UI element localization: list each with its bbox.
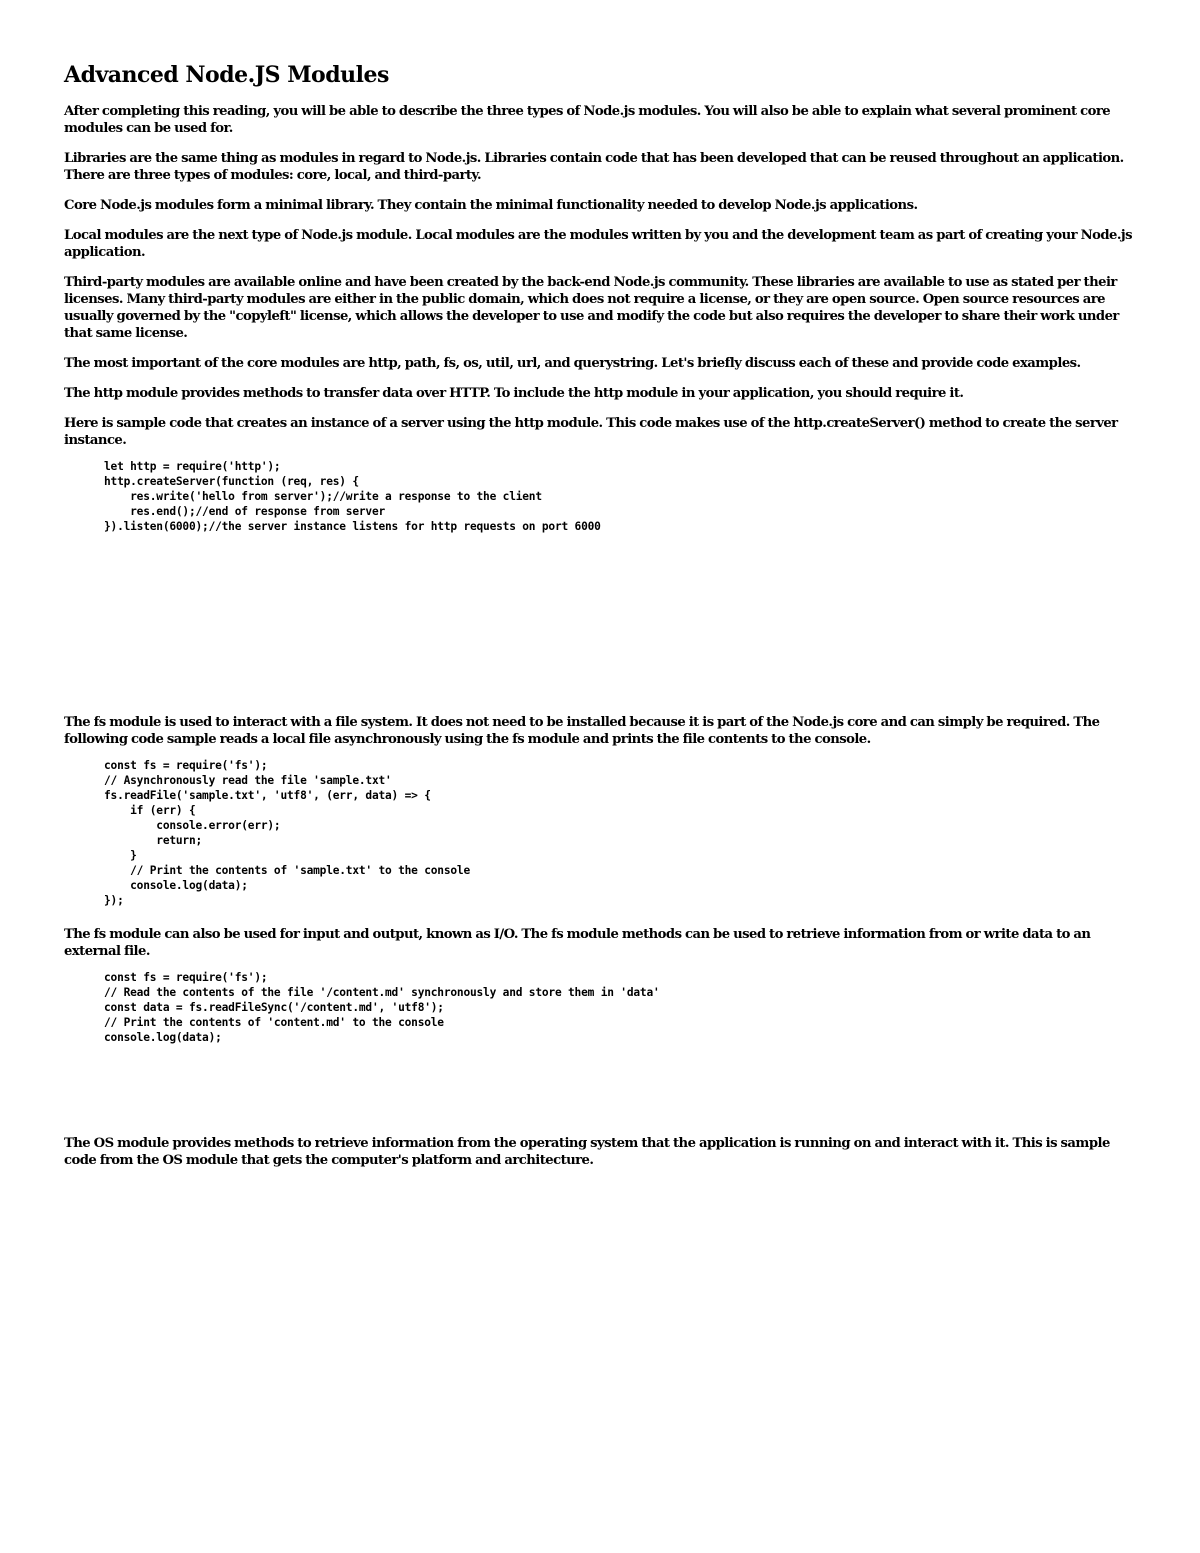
third-party-modules-paragraph: Third-party modules are available online and have been created by the back-end Node.js community. These libraries are available to use as stated per their licenses. Many third-party modules are either in the public domain, which does not require a license, or they are open source. Open source resources are usually governed by the "copyleft" license, which allows the developer to use and modify the code but also requires the developer to share their work under that same license. [64,275,1119,341]
fs-readfilesync-code-block: const fs = require('fs'); // Read the contents of the file '/content.md' synchronously and store them in 'data' const data = fs.readFileSync('/content.md', 'utf8'); // Print the contents of 'content.md' to the console console.log(data); [104,971,660,1044]
core-modules-list-paragraph: The most important of the core modules are http, path, fs, os, util, url, and querystring. Let's briefly discuss each of these and provide code examples. [64,356,1081,371]
fs-module-paragraph: The fs module is used to interact with a file system. It does not need to be installed because it is part of the Node.js core and can simply be required. The following code sample reads a local file asynchronously using the fs module and prints the file contents to the console. [64,715,1100,747]
http-sample-intro-paragraph: Here is sample code that creates an instance of a server using the http module. This code makes use of the http.createServer() method to create the server instance. [64,416,1118,448]
intro-paragraph: After completing this reading, you will be able to describe the three types of Node.js modules. You will also be able to explain what several prominent core modules can be used for. [64,104,1111,136]
fs-readfile-code-block: const fs = require('fs'); // Asynchronously read the file 'sample.txt' fs.readFile('sample.txt', 'utf8', (err, data) => { if (err) { console.error(err); return; } // Print the contents of 'sample.txt' to the console console.log(data); }); [104,759,470,907]
libraries-paragraph: Libraries are the same thing as modules in regard to Node.js. Libraries contain code that has been developed that can be reused throughout an application. There are three types of modules: core, local, and third-party. [64,151,1124,183]
http-server-code-block: let http = require('http'); http.createServer(function (req, res) { res.write('hello from server');//write a response to the client res.end();//end of response from server }).listen(6000);//the server instance listens for http requests on port 6000 [104,460,601,533]
core-modules-paragraph: Core Node.js modules form a minimal library. They contain the minimal functionality needed to develop Node.js applications. [64,198,918,213]
local-modules-paragraph: Local modules are the next type of Node.js module. Local modules are the modules written by you and the development team as part of creating your Node.js application. [64,228,1132,260]
document-page [64,60,1136,1182]
fs-io-paragraph: The fs module can also be used for input and output, known as I/O. The fs module methods can be used to retrieve information from or write data to an external file. [64,927,1091,959]
page-title: Advanced Node.JS Modules [64,62,389,88]
http-module-paragraph: The http module provides methods to transfer data over HTTP. To include the http module in your application, you should require it. [64,386,964,401]
os-module-paragraph: The OS module provides methods to retrieve information from the operating system that the application is running on and interact with it. This is sample code from the OS module that gets the computer's platform and architecture. [64,1136,1110,1168]
